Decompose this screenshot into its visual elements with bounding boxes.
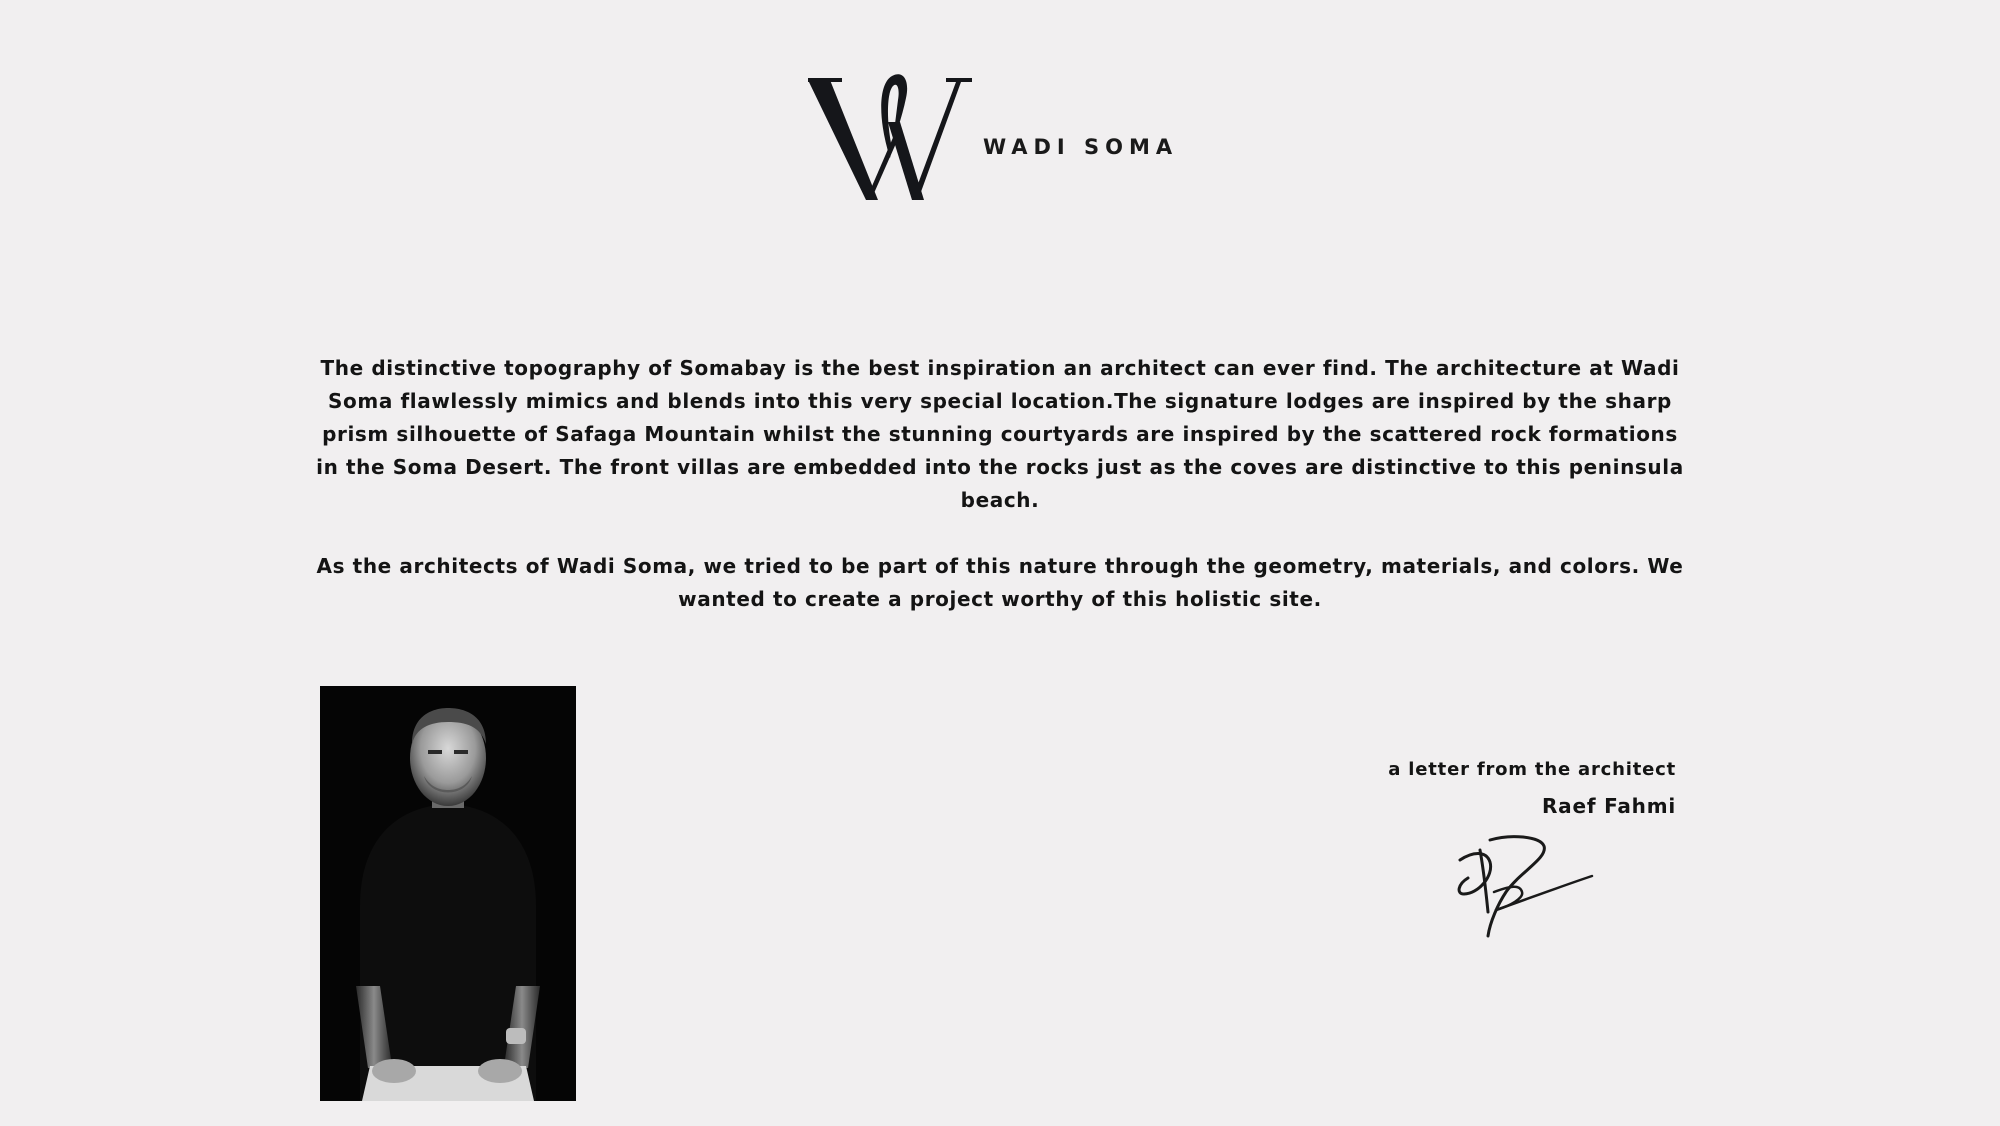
- signoff-intro: a letter from the architect: [1388, 759, 1676, 780]
- portrait-illustration: [320, 686, 576, 1101]
- letter-paragraph: As the architects of Wadi Soma, we tried to be part of this nature through the geometry, materials, and colors. We wanted to create a project worthy of this holistic site.: [316, 554, 1684, 611]
- brand-logo: [808, 40, 1208, 210]
- letter-signoff: [1388, 758, 1676, 818]
- architect-portrait-photo: [320, 686, 576, 1101]
- handwritten-signature-icon: [1450, 832, 1600, 944]
- wadi-soma-w-logo-icon: [808, 40, 978, 210]
- brand-name: WADI SOMA: [983, 135, 1179, 159]
- architect-name: Raef Fahmi: [1541, 794, 1676, 818]
- letter-paragraph: The distinctive topography of Somabay is the best inspiration an architect can ever find. The architecture at Wadi Soma flawlessly mimics and blends into this very special location.The signature lodges are inspired by the sharp prism silhouette of Safaga Mountain whilst the stunning courtyards are inspired by the scattered rock formations in the Soma Desert. The front villas are embedded into the rocks just as the coves are distinctive to this peninsula beach.: [316, 356, 1684, 512]
- architect-letter-body: [310, 352, 1690, 649]
